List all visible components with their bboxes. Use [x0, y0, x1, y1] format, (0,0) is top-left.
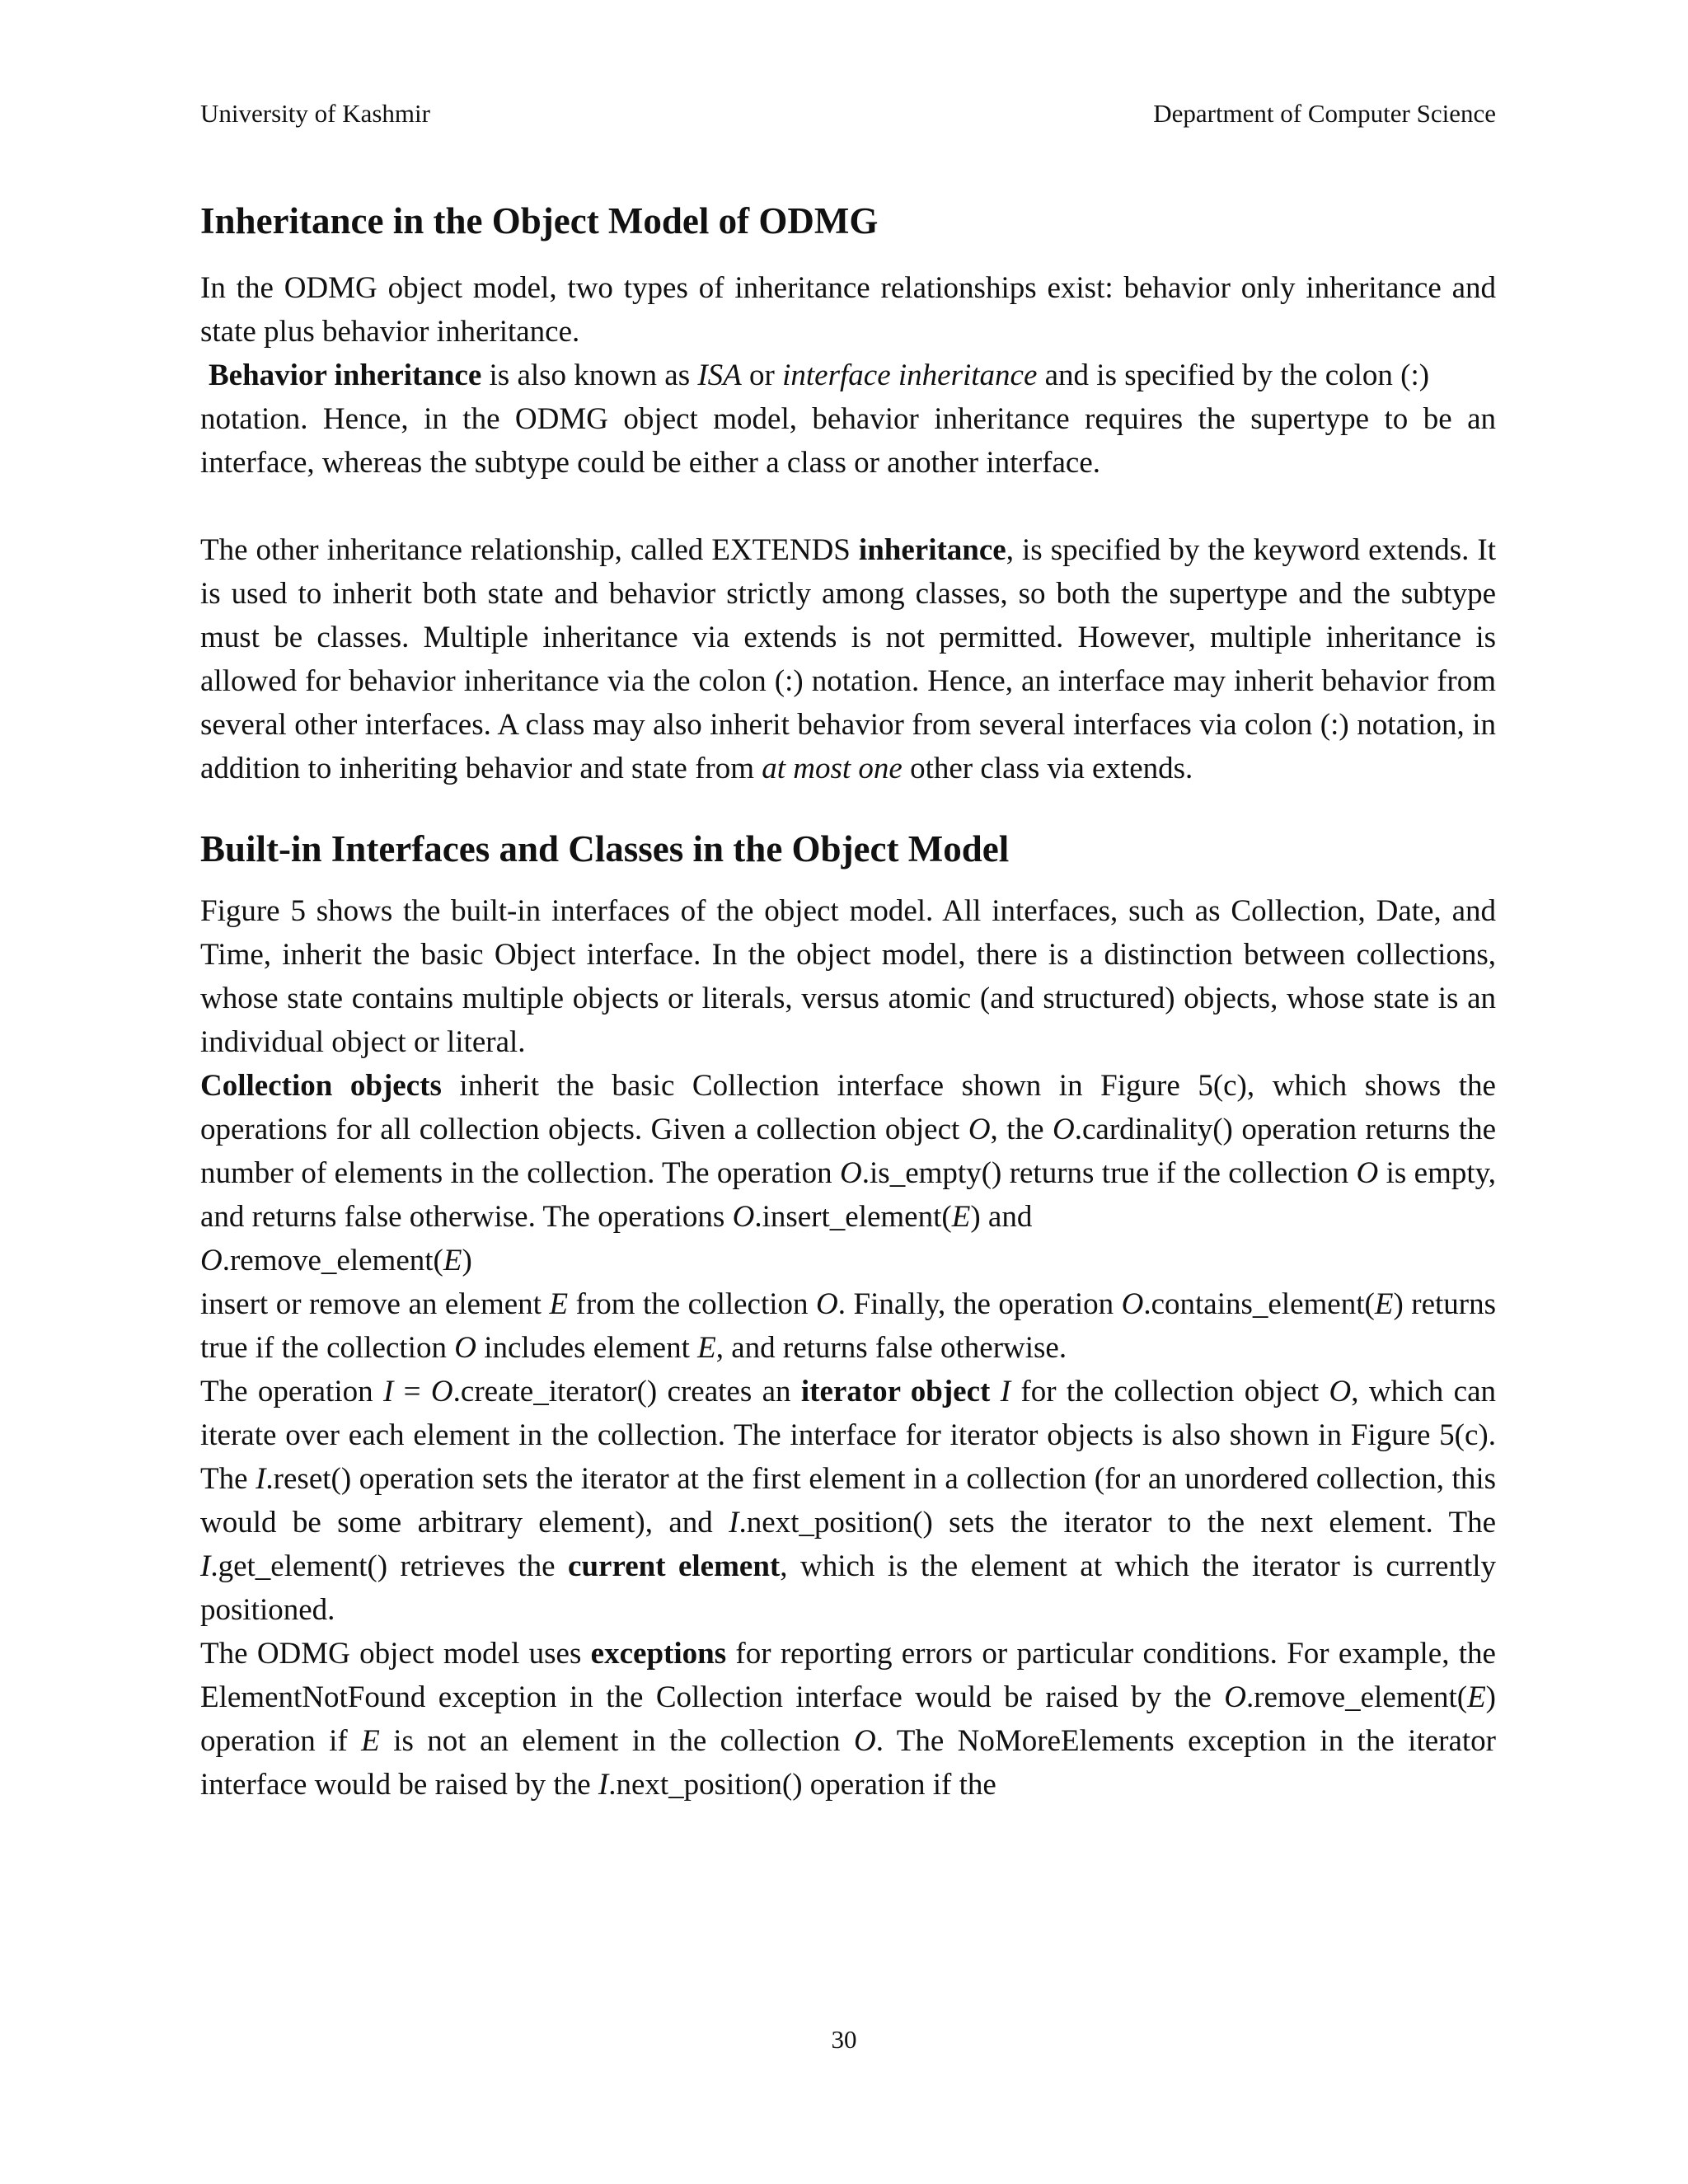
paragraph-inheritance-intro: In the ODMG object model, two types of inheritance relationships exist: behavior only inheritance and state plus behavior inheritance.	[200, 271, 1496, 349]
paragraph-notation: notation. Hence, in the ODMG object model, behavior inheritance requires the supertype to be an interface, whereas the subtype could be either a class or another interface.	[200, 402, 1496, 480]
term-interface-inheritance: interface inheritance	[782, 359, 1038, 392]
paragraph-collection-objects: Collection objects inherit the basic Collection interface shown in Figure 5(c), which shows the operations for all collection objects. Given a collection object O, the O.cardinality() operation returns the number of elements in the collection. The operation O.is_empty() returns true if the collection O is empty, and returns false otherwise. The operations O.insert_element(E) and	[200, 1069, 1496, 1234]
paragraph-remove-element: O.remove_element(E)	[200, 1244, 472, 1277]
header-university: University of Kashmir	[200, 99, 430, 128]
header-department: Department of Computer Science	[1153, 99, 1496, 128]
term-at-most-one: at most one	[762, 752, 903, 785]
paragraph-spacer	[200, 485, 1496, 528]
paragraph-exceptions: The ODMG object model uses exceptions for reporting errors or particular conditions. For example, the ElementNotFound exception in the Collection interface would be raised by the O.remove_element(E) operation if E is not an element in the collection O. The NoMoreElements exception in the iterator interface would be raised by the I.next_position() operation if the	[200, 1637, 1497, 1802]
term-collection-objects: Collection objects	[200, 1069, 442, 1103]
paragraph-behavior-inheritance: Behavior inheritance is also known as ISA or interface inheritance and is specified by the colon (:)	[209, 359, 1430, 392]
term-isa: ISA	[697, 359, 742, 392]
section-heading-inheritance: Inheritance in the Object Model of ODMG	[200, 200, 879, 241]
term-iterator-object: iterator object	[800, 1375, 991, 1408]
paragraph-iterator: The operation I = O.create_iterator() creates an iterator object I for the collection object O, which can iterate over each element in the collection. The interface for iterator objects is also shown in Figure 5(c). The I.reset() operation sets the iterator at the first element in a collection (for an unordered collection, this would be some arbitrary element), and I.next_position() sets the iterator to the next element. The I.get_element() retrieves the current element, which is the element at which the iterator is currently positioned.	[200, 1375, 1497, 1627]
paragraph-insert-remove: insert or remove an element E from the collection O. Finally, the operation O.contains_element(E) returns true if the collection O includes element E, and returns false otherwise.	[200, 1287, 1496, 1365]
page-content	[200, 196, 1496, 1807]
term-behavior-inheritance: Behavior inheritance	[209, 359, 482, 392]
page-number: 30	[831, 2025, 857, 2054]
paragraph-builtin-intro: Figure 5 shows the built-in interfaces of the object model. All interfaces, such as Collection, Date, and Time, inherit the basic Object interface. In the object model, there is a distinction between collections, whose state contains multiple objects or literals, versus atomic (and structured) objects, whose state is an individual object or literal.	[200, 894, 1496, 1059]
term-exceptions: exceptions	[590, 1637, 727, 1671]
paragraph-extends-inheritance: The other inheritance relationship, called EXTENDS inheritance, is specified by the keyword extends. It is used to inherit both state and behavior strictly among classes, so both the supertype and the subtype must be classes. Multiple inheritance via extends is not permitted. However, multiple inheritance is allowed for behavior inheritance via the colon (:) notation. Hence, an interface may inherit behavior from several other interfaces. A class may also inherit behavior from several interfaces via colon (:) notation, in addition to inheriting behavior and state from at most one other class via extends.	[200, 533, 1496, 785]
term-current-element: current element	[568, 1549, 781, 1583]
section-heading-builtin-interfaces: Built-in Interfaces and Classes in the Object Model	[200, 828, 1010, 869]
term-inheritance: inheritance	[858, 533, 1006, 567]
